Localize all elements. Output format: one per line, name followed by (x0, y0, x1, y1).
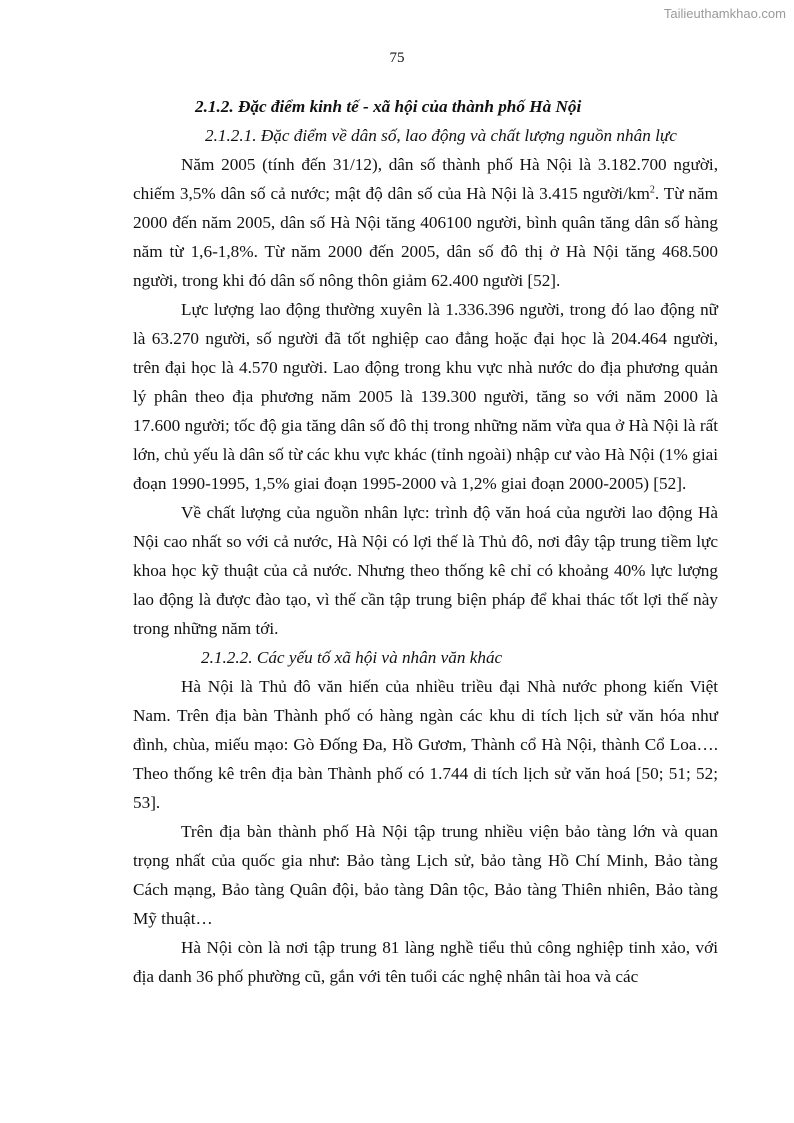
paragraph-craft-villages: Hà Nội còn là nơi tập trung 81 làng nghề tiểu thủ công nghiệp tinh xảo, với địa danh 36 phố phường cũ, gắn với tên tuổi các nghệ nhân tài hoa và các (133, 938, 718, 986)
document-body (133, 92, 718, 991)
watermark: Tailieuthamkhao.com (663, 6, 786, 21)
page-number: 75 (389, 50, 405, 66)
paragraph-museums: Trên địa bàn thành phố Hà Nội tập trung nhiều viện bảo tàng lớn và quan trọng nhất của quốc gia như: Bảo tàng Lịch sử, bảo tàng Hồ Chí Minh, Bảo tàng Cách mạng, Bảo tàng Quân đội, bảo tàng Dân tộc, Bảo tàng Thiên nhiên, Bảo tàng Mỹ thuật… (133, 822, 718, 928)
superscript: 2 (649, 184, 655, 196)
paragraph-population-text-1: Năm 2005 (tính đến 31/12), dân số thành phố Hà Nội là 3.182.700 người, chiếm 3,5% dân số cả nước; mật độ dân số của Hà Nội là 3.415 người/km (133, 155, 718, 203)
section-title: 2.1.2. Đặc điểm kinh tế - xã hội của thành phố Hà Nội (195, 97, 582, 116)
paragraph-human-resources: Về chất lượng của nguồn nhân lực: trình độ văn hoá của người lao động Hà Nội cao nhất so với cả nước, Hà Nội có lợi thế là Thủ đô, nơi đây tập trung tiềm lực khoa học kỹ thuật của cả nước. Nhưng theo thống kê chỉ có khoảng 40% lực lượng lao động là được đào tạo, vì thế cần tập trung biện pháp để khai thác tốt lợi thế này trong những năm tới. (133, 503, 718, 638)
paragraph-labor: Lực lượng lao động thường xuyên là 1.336.396 người, trong đó lao động nữ là 63.270 người, số người đã tốt nghiệp cao đẳng hoặc đại học là 204.464 người, trên đại học là 4.570 người. Lao động trong khu vực nhà nước do địa phương quản lý phân theo địa phương năm 2005 là 139.300 người, tăng so với năm 2000 là 17.600 người; tốc độ gia tăng dân số đô thị trong những năm vừa qua ở Hà Nội là rất lớn, chủ yếu là dân số từ các khu vực khác (tỉnh ngoài) nhập cư vào Hà Nội (1% giai đoạn 1990-1995, 1,5% giai đoạn 1995-2000 và 1,2% giai đoạn 2000-2005) [52]. (133, 300, 718, 493)
paragraph-population-text-2: . Từ năm 2000 đến năm 2005, dân số Hà Nội tăng 406100 người, bình quân tăng dân số hàng năm từ 1,6-1,8%. Từ năm 2000 đến 2005, dân số đô thị ở Hà Nội tăng 468.500 người, trong khi đó dân số nông thôn giảm 62.400 người [52]. (133, 184, 718, 290)
paragraph-population (133, 150, 718, 295)
subsection-title-2: 2.1.2.2. Các yếu tố xã hội và nhân văn khác (201, 648, 503, 667)
paragraph-heritage: Hà Nội là Thủ đô văn hiến của nhiều triều đại Nhà nước phong kiến Việt Nam. Trên địa bàn Thành phố có hàng ngàn các khu di tích lịch sử văn hóa như đình, chùa, miếu mạo: Gò Đống Đa, Hồ Gươm, Thành cổ Hà Nội, thành Cổ Loa…. Theo thống kê trên địa bàn Thành phố có 1.744 di tích lịch sử văn hoá [50; 51; 52; 53]. (133, 677, 718, 812)
subsection-title-1: 2.1.2.1. Đặc điểm về dân số, lao động và chất lượng nguồn nhân lực (205, 126, 677, 145)
